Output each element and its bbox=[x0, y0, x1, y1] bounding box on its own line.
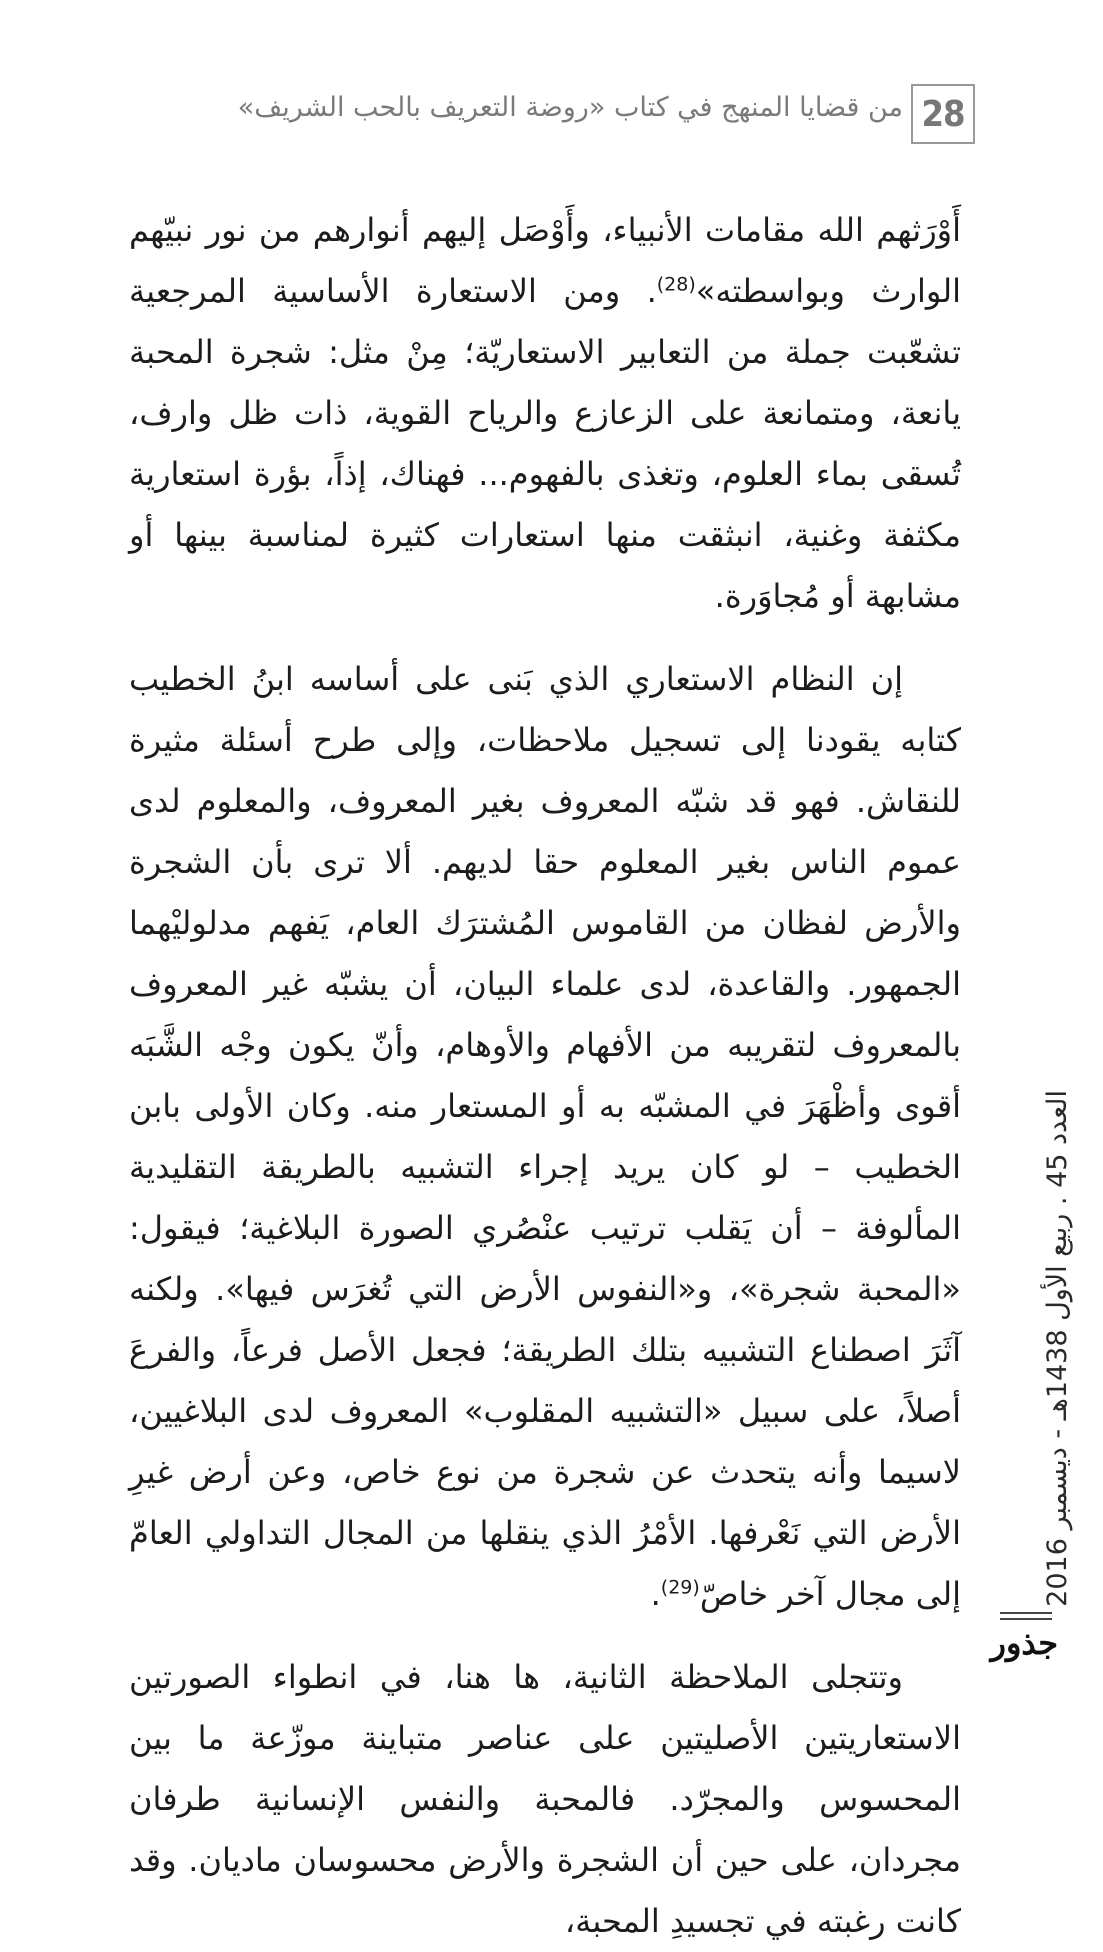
paragraph-1 bbox=[129, 200, 961, 627]
imprint-divider-secondary bbox=[1000, 1618, 1052, 1621]
journal-logo: جذور bbox=[990, 1624, 1058, 1662]
article-body bbox=[129, 200, 961, 1952]
imprint-divider bbox=[1000, 1612, 1052, 1615]
paragraph-2-text-b: . bbox=[650, 1575, 661, 1613]
paragraph-1-text-a: أَوْرَثهم الله مقامات الأنبياء، وأَوْصَل إليهم أنوارهم من نور نبيّهم الوارث وبواسطته» bbox=[129, 211, 961, 310]
issue-imprint: العدد 45 . ربيع الأول 1438هـ - ديسمبر 2016 bbox=[1042, 1090, 1073, 1607]
paragraph-2-text-a: إن النظام الاستعاري الذي بَنى على أساسه ابنُ الخطيب كتابه يقودنا إلى تسجيل ملاحظات، وإلى طرح أسئلة مثيرة للنقاش. فهو قد شبّه المعروف بغير المعروف، والمعلوم لدى عموم الناس بغير المعلوم حقا لديهم. ألا ترى بأن الشجرة والأرض لفظان من القاموس المُشترَك العام، يَفهم مدلوليْهما الجمهور. والقاعدة، لدى علماء البيان، أن يشبّه غير المعروف بالمعروف لتقريبه من الأفهام والأوهام، وأنّ يكون وجْه الشَّبَه أقوى وأظْهَرَ في المشبّه به أو المستعار منه. وكان الأولى بابن الخطيب – لو كان يريد إجراء التشبيه بالطريقة التقليدية المألوفة – أن يَقلب ترتيب عنْصُري الصورة البلاغية؛ فيقول: «المحبة شجرة»، و«النفوس الأرض التي تُغرَس فيها». ولكنه آثَرَ اصطناع التشبيه بتلك الطريقة؛ فجعل الأصل فرعاً، والفرعَ أصلاً، على سبيل «التشبيه المقلوب» المعروف لدى البلاغيين، لاسيما وأنه يتحدث عن شجرة من نوع خاص، وعن أرض غيرِ الأرض التي نَعْرفها. الأمْرُ الذي ينقلها من المجال التداولي العامّ إلى مجال آخر خاصّ bbox=[129, 660, 961, 1613]
footnote-ref-28[interactable]: (28) bbox=[656, 273, 696, 296]
paragraph-1-text-b: . ومن الاستعارة الأساسية المرجعية تشعّبت جملة من التعابير الاستعاريّة؛ مِنْ مثل: شجرة المحبة يانعة، ومتمانعة على الزعازع والرياح القوية، ذات ظل وارف، تُسقى بماء العلوم، وتغذى بالفهوم... فهناك، إذاً، بؤرة استعارية مكثفة وغنية، انبثقت منها استعارات كثيرة لمناسبة بينها أو مشابهة أو مُجاوَرة. bbox=[129, 272, 961, 615]
footnote-ref-29[interactable]: (29) bbox=[660, 1576, 700, 1599]
page-number bbox=[911, 84, 975, 144]
paragraph-2 bbox=[129, 649, 961, 1625]
running-header-title: من قضايا المنهج في كتاب «روضة التعريف بالحب الشريف» bbox=[237, 92, 903, 123]
page-number-text: 28 bbox=[921, 93, 965, 135]
paragraph-3-text: وتتجلى الملاحظة الثانية، ها هنا، في انطواء الصورتين الاستعاريتين الأصليتين على عناصر متباينة موزّعة ما بين المحسوس والمجرّد. فالمحبة والنفس الإنسانية طرفان مجردان، على حين أن الشجرة والأرض محسوسان ماديان. وقد كانت رغبته في تجسيدِ المحبة، bbox=[129, 1658, 961, 1940]
